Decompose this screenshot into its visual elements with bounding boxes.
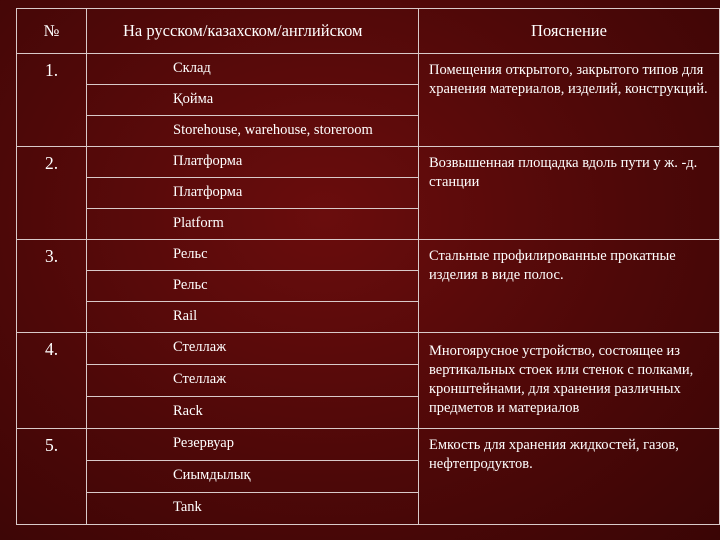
term-kazakh: Қойма [87, 85, 419, 116]
table-row [17, 147, 720, 178]
explanation: Стальные профилированные прокатные изделия в виде полос. [419, 240, 720, 333]
term-russian: Рельс [87, 240, 419, 271]
row-number: 2. [17, 147, 87, 240]
row-number: 4. [17, 333, 87, 429]
table-row [17, 429, 720, 461]
explanation: Помещения открытого, закрытого типов для хранения материалов, изделий, конструкций. [419, 54, 720, 147]
term-kazakh: Рельс [87, 271, 419, 302]
header-explanation: Пояснение [419, 9, 720, 54]
term-english: Platform [87, 209, 419, 240]
row-number: 1. [17, 54, 87, 147]
term-english [87, 116, 419, 147]
term-kazakh: Стеллаж [87, 365, 419, 397]
term-english: Rack [87, 397, 419, 429]
table-row [17, 240, 720, 271]
table-row [17, 54, 720, 85]
row-number: 5. [17, 429, 87, 525]
term-english-text: Storehouse, warehouse, storeroom [173, 122, 373, 138]
header-terms: На русском/казахском/английском [87, 9, 419, 54]
term-russian: Платформа [87, 147, 419, 178]
terms-table [16, 8, 720, 525]
row-number: 3. [17, 240, 87, 333]
term-english: Tank [87, 493, 419, 525]
term-kazakh: Сиымдылық [87, 461, 419, 493]
term-kazakh: Платформа [87, 178, 419, 209]
table-row [17, 333, 720, 365]
term-english: Rail [87, 302, 419, 333]
term-russian: Резервуар [87, 429, 419, 461]
explanation: Многоярусное устройство, состоящее из вертикальных стоек или стенок с полками, кронштейнами, для хранения различных предметов и материалов [419, 333, 720, 429]
header-row [17, 9, 720, 54]
header-num: № [17, 9, 87, 54]
explanation: Емкость для хранения жидкостей, газов, нефтепродуктов. [419, 429, 720, 525]
term-russian: Стеллаж [87, 333, 419, 365]
term-russian: Склад [87, 54, 419, 85]
explanation: Возвышенная площадка вдоль пути у ж. -д. станции [419, 147, 720, 240]
